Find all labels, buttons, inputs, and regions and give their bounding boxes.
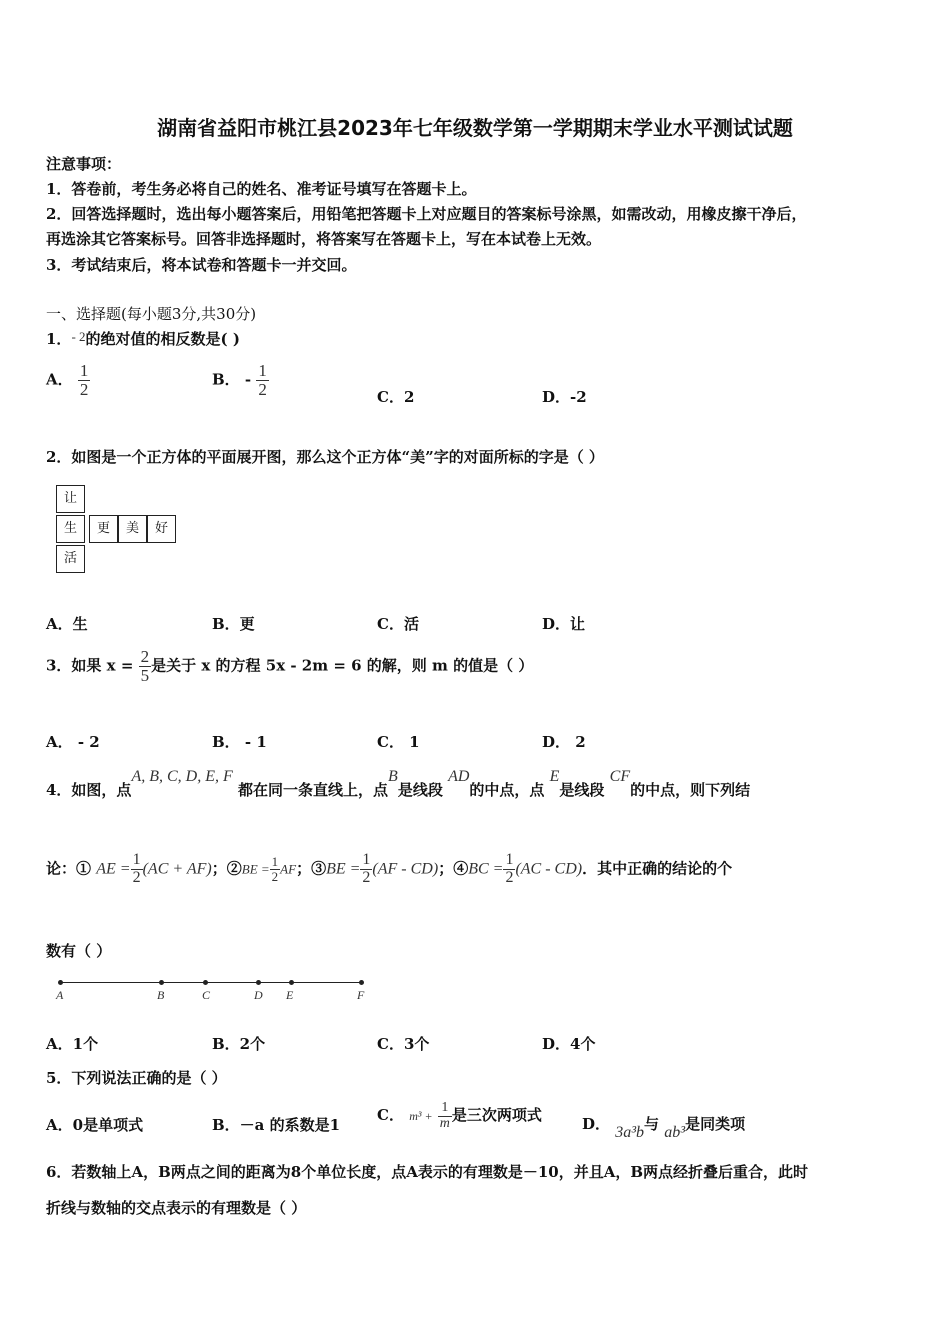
- segment-label: CF: [609, 768, 631, 785]
- point-label: B: [388, 768, 398, 785]
- option-d: D．4个: [542, 1035, 596, 1053]
- option-c: C．2: [377, 388, 415, 406]
- question-3: [46, 648, 533, 685]
- option-b: B．更: [212, 615, 255, 633]
- separator: ；④: [438, 859, 469, 878]
- option-a: A．0是单项式: [46, 1116, 144, 1134]
- question-text: 的中点，点: [469, 781, 545, 799]
- separator: ；③: [296, 859, 327, 878]
- minus-sign: -: [244, 370, 252, 389]
- fraction: [438, 1101, 452, 1131]
- question-4-line-1: [46, 765, 751, 799]
- denominator: m: [439, 1115, 450, 1131]
- option-c: [377, 1101, 542, 1131]
- point-label: E: [286, 988, 294, 1002]
- net-cell: 好: [147, 515, 176, 543]
- option-a: A．生: [46, 615, 88, 633]
- option-d: D． 2: [542, 733, 586, 751]
- question-2: 2．如图是一个正方体的平面展开图，那么这个正方体“美”字的对面所标的字是（ ）: [46, 448, 604, 466]
- fraction: [131, 852, 143, 887]
- option-label: C．: [377, 1106, 404, 1125]
- fraction: [256, 362, 269, 399]
- point-label: A: [56, 988, 64, 1002]
- denominator: 2: [362, 868, 371, 886]
- option-d: [582, 1113, 746, 1141]
- math-expression: 3a³b: [615, 1124, 645, 1141]
- option-b: B．－a 的系数是1: [212, 1116, 341, 1134]
- question-text: ．其中正确的结论的个: [582, 859, 733, 878]
- note-line: 再选涂其它答案标号。回答非选择题时，将答案写在答题卡上，写在本试卷上无效。: [46, 230, 602, 248]
- question-text: 是关于 x 的方程 5x - 2m = 6 的解，则 m 的值是（ ）: [151, 656, 534, 675]
- page-title: 湖南省益阳市桃江县2023年七年级数学第一学期期末学业水平测试试题: [157, 116, 793, 140]
- fraction: [503, 852, 515, 887]
- numerator: 1: [362, 851, 371, 868]
- notes-heading: 注意事项：: [46, 155, 122, 173]
- net-cell: 活: [56, 545, 85, 573]
- math-expression: - 2: [71, 329, 86, 344]
- option-b: [212, 362, 269, 399]
- point-dot: [289, 980, 294, 985]
- question-6-line-1: 6．若数轴上A，B两点之间的距离为8个单位长度，点A表示的有理数是－10，并且A，B两点经折叠后重合，此时: [46, 1163, 809, 1181]
- question-text: 论：①: [46, 859, 92, 878]
- point-label: D: [254, 988, 263, 1002]
- option-label: A．: [46, 370, 73, 389]
- note-line: 1．答卷前，考生务必将自己的姓名、准考证号填写在答题卡上。: [46, 180, 477, 198]
- question-5: 5．下列说法正确的是（ ）: [46, 1069, 227, 1087]
- option-a: [46, 362, 90, 399]
- numerator: 1: [132, 851, 141, 868]
- option-c: C．3个: [377, 1035, 430, 1053]
- equation-part: AF: [280, 861, 297, 877]
- fraction: [270, 855, 281, 883]
- line-segment: [60, 982, 362, 983]
- net-cell: 更: [89, 515, 118, 543]
- equation-part: BC =: [468, 860, 504, 878]
- option-label: B．: [212, 370, 240, 389]
- point-label: E: [549, 768, 560, 785]
- denominator: 2: [258, 379, 267, 399]
- fraction: [78, 362, 91, 399]
- net-cell: 生: [56, 515, 85, 543]
- question-text: 是线段: [559, 781, 605, 799]
- cube-net-diagram: [54, 485, 184, 577]
- point-label: C: [202, 988, 211, 1002]
- point-dot: [58, 980, 63, 985]
- question-4-line-3: 数有（ ）: [46, 942, 112, 960]
- option-a: A． - 2: [46, 733, 100, 751]
- numerator: 1: [79, 361, 89, 380]
- equation-part: AE =: [96, 860, 131, 878]
- point-dot: [203, 980, 208, 985]
- numerator: 1: [271, 854, 279, 870]
- note-line: 3．考试结束后，将本试卷和答题卡一并交回。: [46, 256, 357, 274]
- option-b: B．2个: [212, 1035, 266, 1053]
- fraction: [360, 852, 372, 887]
- numerator: 1: [505, 851, 514, 868]
- question-4-line-2: [46, 852, 732, 887]
- net-cell: 让: [56, 485, 85, 513]
- denominator: 5: [140, 665, 150, 685]
- option-c: C．活: [377, 615, 419, 633]
- option-a: A．1个: [46, 1035, 99, 1053]
- option-text: 与: [644, 1115, 660, 1133]
- question-6-line-2: 折线与数轴的交点表示的有理数是（ ）: [46, 1199, 307, 1217]
- point-dot: [359, 980, 364, 985]
- math-expression: ab³: [664, 1124, 686, 1141]
- numerator: 2: [140, 647, 150, 666]
- question-text: 4．如图，点: [46, 781, 132, 799]
- question-1: [46, 328, 240, 349]
- question-number: 1．: [46, 330, 72, 348]
- denominator: 2: [132, 868, 141, 886]
- section-heading: 一、选择题(每小题3分,共30分): [46, 305, 257, 323]
- option-d: D．让: [542, 615, 586, 633]
- question-text: 都在同一条直线上，点: [238, 781, 389, 799]
- option-text: 是三次两项式: [451, 1106, 542, 1125]
- question-text: 的绝对值的相反数是( ): [85, 330, 240, 348]
- equation-part: BE =: [241, 861, 270, 877]
- option-c: C． 1: [377, 733, 420, 751]
- point-label: B: [157, 988, 165, 1002]
- option-d: D．-2: [542, 388, 587, 406]
- numerator: 1: [258, 361, 267, 380]
- fraction: [139, 648, 152, 685]
- separator: ；②: [211, 859, 242, 878]
- net-cell: 美: [118, 515, 147, 543]
- equation-part: BE =: [326, 860, 361, 878]
- question-text: 的中点，则下列结: [630, 781, 751, 799]
- denominator: 2: [79, 379, 89, 399]
- numerator: 1: [441, 1100, 449, 1115]
- equation-part: (AC + AF): [142, 860, 212, 878]
- option-label: D．: [582, 1115, 611, 1133]
- point-dot: [159, 980, 164, 985]
- note-line: 2．回答选择题时，选出每小题答案后，用铅笔把答题卡上对应题目的答案标号涂黑，如需改动，用橡皮擦干净后，: [46, 205, 807, 223]
- denominator: 2: [505, 868, 514, 886]
- option-text: 是同类项: [685, 1115, 746, 1133]
- equation-part: (AC - CD): [515, 860, 583, 878]
- question-text: 是线段: [397, 781, 443, 799]
- point-dot: [256, 980, 261, 985]
- segment-label: AD: [448, 768, 470, 785]
- denominator: 2: [271, 868, 279, 884]
- point-label: F: [357, 988, 365, 1002]
- option-b: B． - 1: [212, 733, 267, 751]
- math-expression: m³ +: [409, 1109, 433, 1124]
- equation-part: (AF - CD): [372, 860, 439, 878]
- points-list: A, B, C, D, E, F: [131, 768, 233, 785]
- question-text: 3．如果 x =: [46, 656, 134, 675]
